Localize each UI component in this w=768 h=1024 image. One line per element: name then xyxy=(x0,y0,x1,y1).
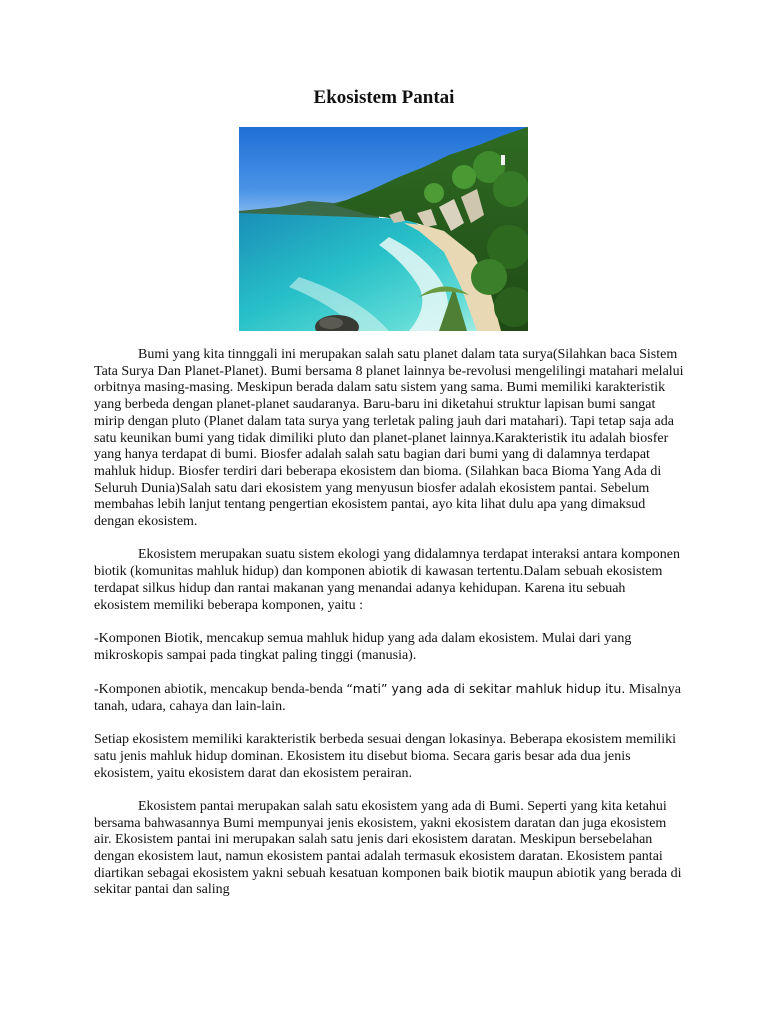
paragraph-abiotic-part-c: Misalnya tanah, udara, cahaya dan lain-lain. xyxy=(94,682,681,714)
paragraph-abiotic xyxy=(94,681,684,715)
paragraph-ecosystem-types: Setiap ekosistem memiliki karakteristik berbeda sesuai dengan lokasinya. Beberapa ekosistem memiliki satu jenis mahluk hidup dominan. Ekosistem itu disebut bioma. Secara garis besar ada dua jenis ekosistem, yaitu ekosistem darat dan ekosistem perairan. xyxy=(94,732,677,781)
article-body xyxy=(94,347,684,916)
paragraph-1: Bumi yang kita tinnggali ini merupakan salah satu planet dalam tata surya(Silahkan baca Sistem Tata Surya Dan Planet-Planet). Bumi bersama 8 planet lainnya be-revolusi mengelilingi matahari melalui orbitnya masing-masing. Meskipun berada dalam satu sistem yang sama. Bumi memiliki karakteristik yang berbeda dengan planet-planet saudaranya. Baru-baru ini diketahui struktur lapisan bumi sangat mirip dengan pluto (Planet dalam tata surya yang terletak paling jauh dari matahari). Tapi tetap saja ada satu keunikan bumi yang tidak dimiliki pluto dan planet-planet lainnya.Karakteristik itu adalah biosfer yang hanya terdapat di bumi. Biosfer adalah salah satu bagian dari bumi yang di dalamnya terdapat mahluk hidup. Biosfer terdiri dari beberapa ekosistem dan bioma. (Silahkan baca Bioma Yang Ada di Seluruh Dunia)Salah satu dari ekosistem yang menyusun biosfer adalah ekosistem pantai. Sebelum membahas lebih lanjut tentang pengertian ekosistem pantai, ayo kita lihat dulu apa yang dimaksud dengan ekosistem. xyxy=(94,347,684,530)
page-title: Ekosistem Pantai xyxy=(313,87,455,108)
paragraph-2: Ekosistem merupakan suatu sistem ekologi yang didalamnya terdapat interaksi antara komponen biotik (komunitas mahluk hidup) dan komponen abiotik di kawasan tertentu.Dalam sebuah ekosistem terdapat silkus hidup dan rantai makanan yang menandai adanya kehidupan. Karena itu sebuah ekosistem memiliki beberapa komponen, yaitu : xyxy=(94,547,680,613)
paragraph-abiotic-part-a: -Komponen abiotik, mencakup benda-benda xyxy=(94,682,347,698)
beach-coast-photo xyxy=(239,127,528,331)
paragraph-biotic: -Komponen Biotik, mencakup semua mahluk hidup yang ada dalam ekosistem. Mulai dari yang mikroskopis sampai pada tingkat paling tinggi (manusia). xyxy=(94,630,632,663)
paragraph-abiotic-part-b: “mati” yang ada di sekitar mahluk hidup itu. xyxy=(346,681,626,697)
paragraph-beach-ecosystem: Ekosistem pantai merupakan salah satu ekosistem yang ada di Bumi. Seperti yang kita ketahui bersama bahwasannya Bumi mempunyai jenis ekosistem, yakni ekosistem daratan dan juga ekosistem air. Ekosistem pantai ini merupakan salah satu jenis dari ekosistem daratan. Meskipun bersebelahan dengan ekosistem laut, namun ekosistem pantai adalah termasuk ekosistem daratan. Ekosistem pantai diartikan sebagai ekosistem yakni sebuah kesatuan komponen baik biotik maupun abiotik yang berada di sekitar pantai dan saling xyxy=(94,798,682,898)
